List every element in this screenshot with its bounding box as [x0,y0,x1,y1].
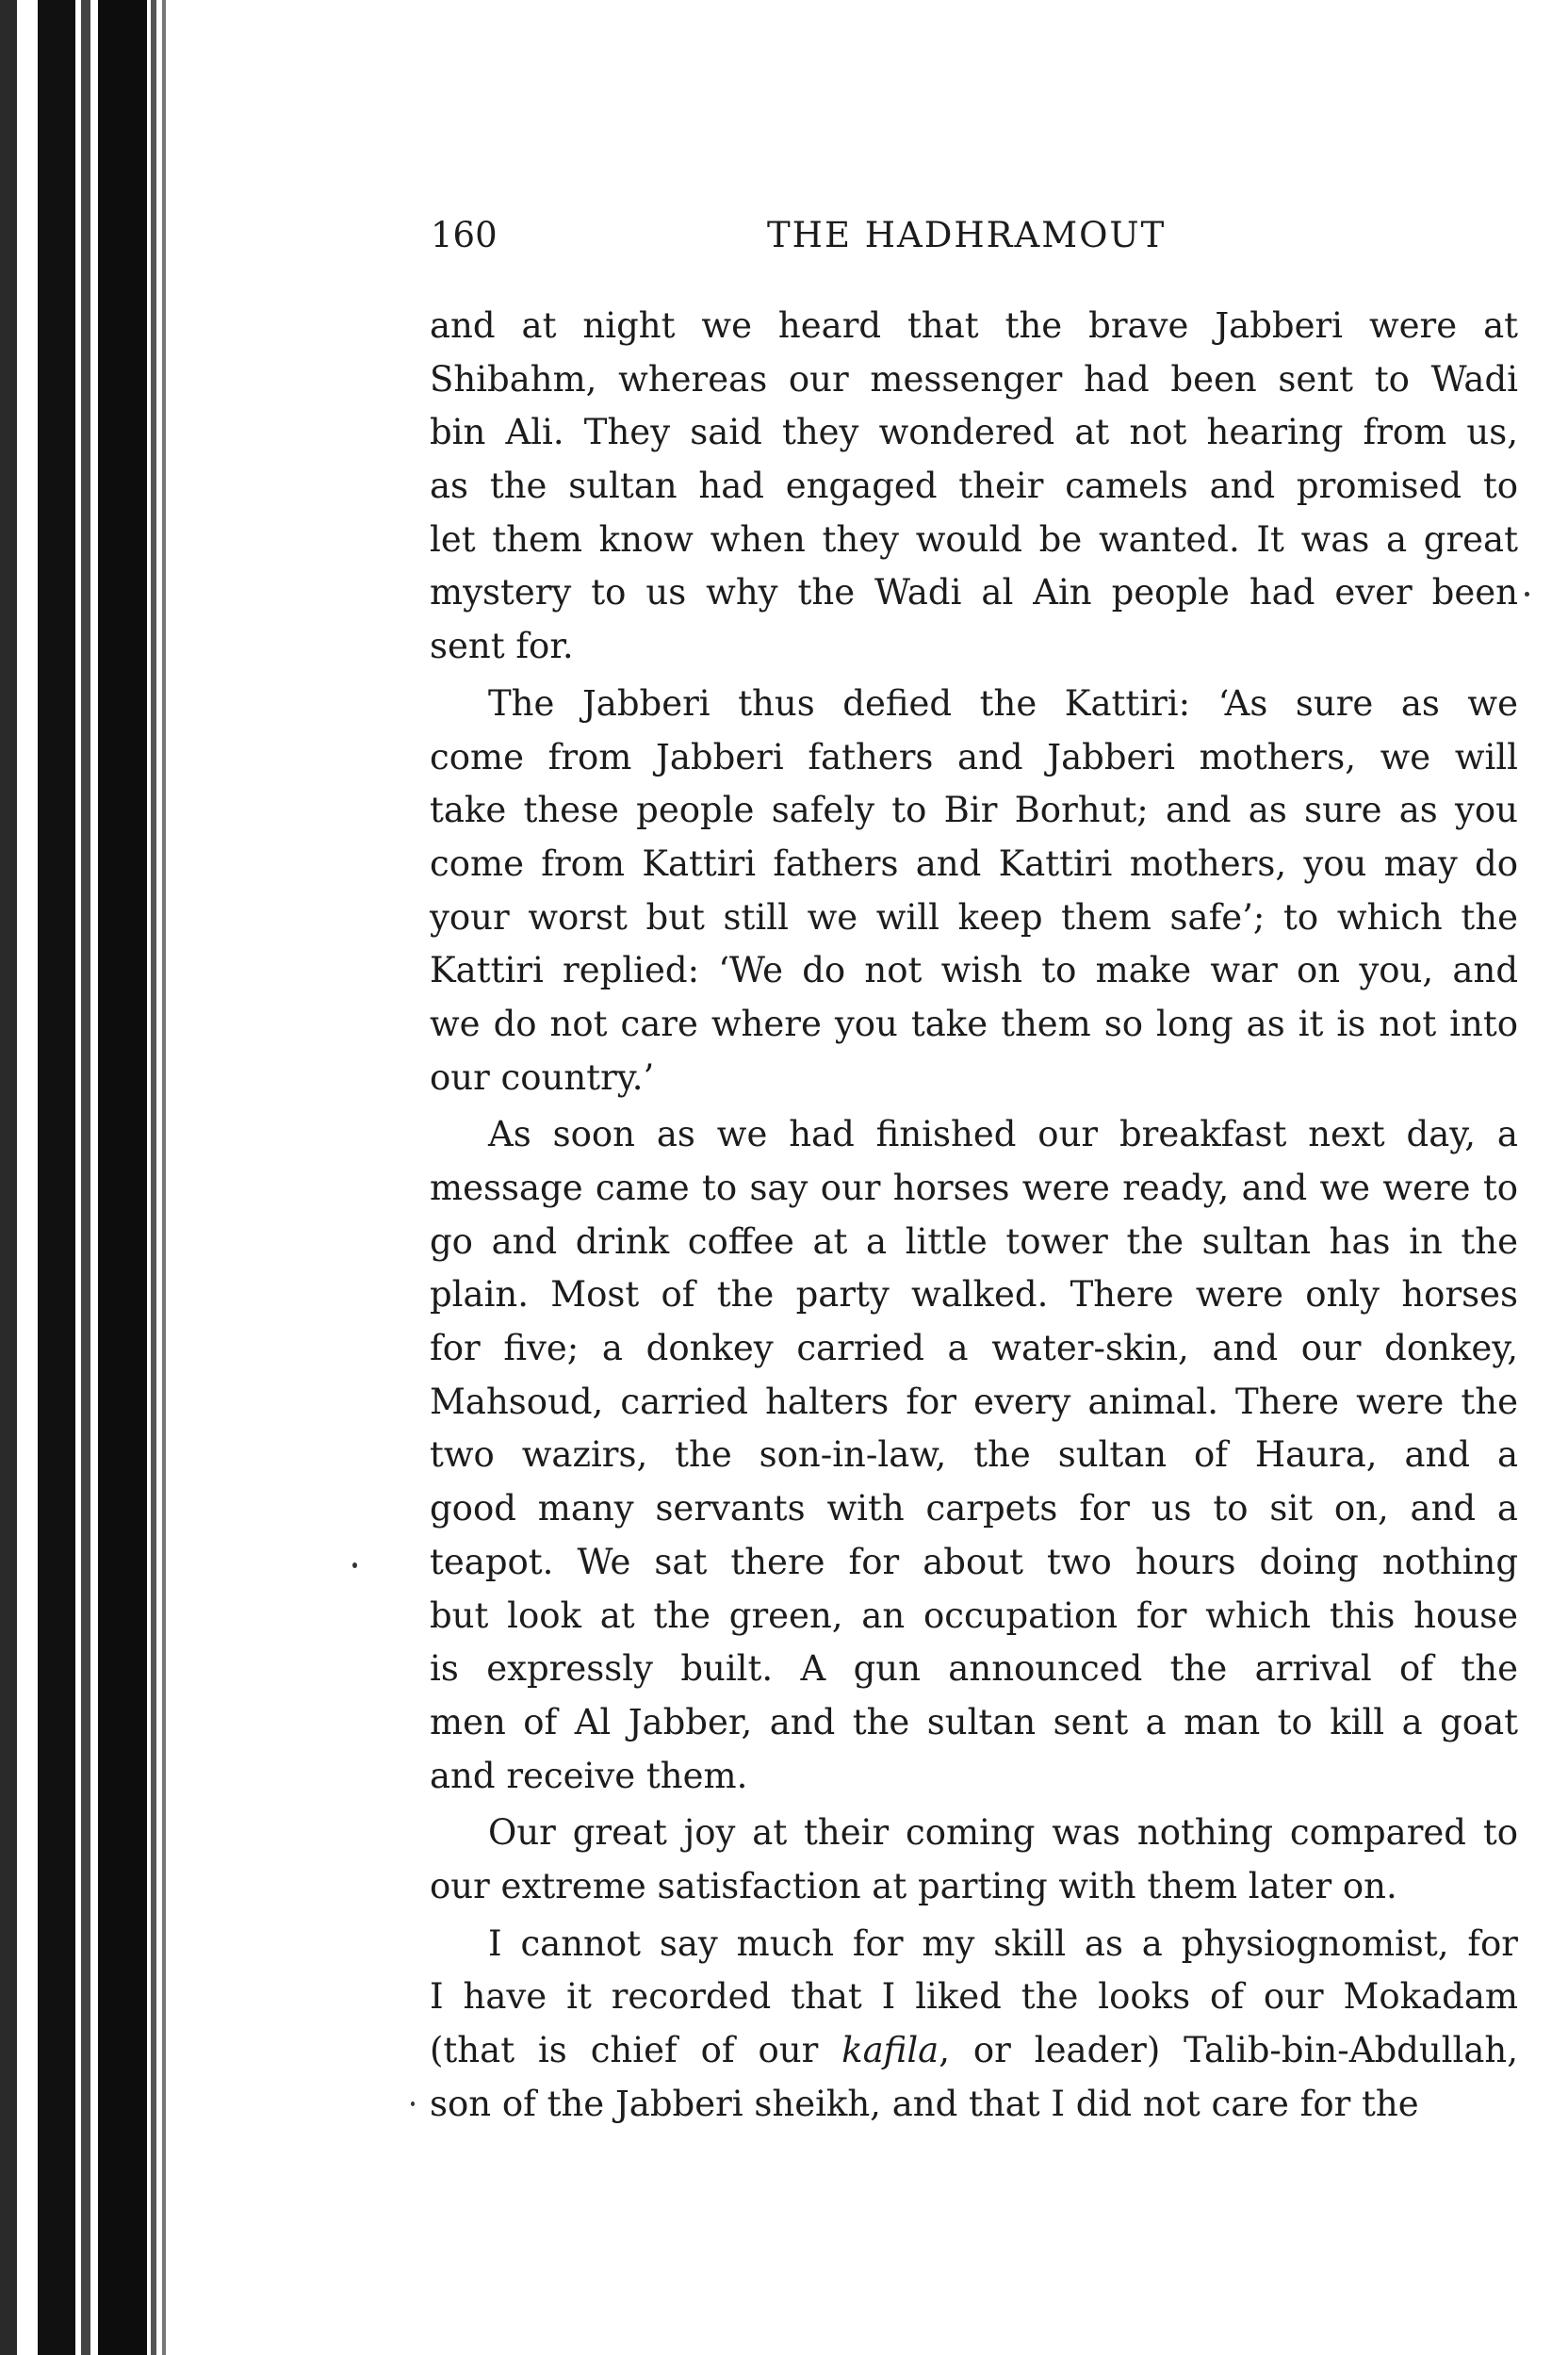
text-line: our country.’ [430,1056,655,1098]
page-number: 160 [431,215,498,255]
body-text [430,300,1518,2131]
text-line: come from Jabberi fathers and Jabberi mothers, we will [430,736,1518,777]
text-line: bin Ali. They said they wondered at not hearing from us, [430,412,1518,453]
paragraph [430,678,1518,1105]
text-line: Kattiri replied: ‘We do not wish to make war on you, and [430,950,1518,991]
text-line: go and drink coffee at a little tower the sultan has in the [430,1220,1518,1262]
running-head [431,215,1514,271]
text-line: mystery to us why the Wadi al Ain people had ever been [430,572,1518,613]
text-line: Our great joy at their coming was nothing compared to [488,1812,1518,1854]
text-line: but look at the green, an occupation for which this house [430,1595,1518,1636]
text-line: your worst but still we will keep them safe’; to which the [430,896,1518,938]
text-line: as the sultan had engaged their camels and promised to [430,466,1518,507]
paragraph [430,1108,1518,1803]
binding-gutter [0,0,188,2355]
text-line: Shibahm, whereas our messenger had been sent to Wadi [430,358,1518,400]
text-line: take these people safely to Bir Borhut; and as sure as you [430,790,1518,831]
running-title: THE HADHRAMOUT [767,215,1167,255]
text-line: and at night we heard that the brave Jabberi were at [430,305,1518,346]
text-line: good many servants with carpets for us to sit on, and a [430,1488,1518,1529]
text-line: (that is chief of our kafila, or leader) Talib-bin-Abdullah, [430,2030,1518,2070]
text-line: As soon as we had finished our breakfast next day, a [488,1114,1518,1155]
text-line: teapot. We sat there for about two hours doing nothing [430,1541,1518,1582]
text-line: come from Kattiri fathers and Kattiri mothers, you may do [430,842,1518,884]
text-line: Mahsoud, carried halters for every animal. There were the [430,1381,1518,1422]
text-line: plain. Most of the party walked. There were only horses [430,1274,1518,1316]
text-line: and receive them. [430,1755,748,1796]
text-line: for five; a donkey carried a water-skin, and our donkey, [430,1328,1518,1369]
paragraph [430,300,1518,674]
text-line: men of Al Jabber, and the sultan sent a man to kill a goat [430,1701,1518,1742]
text-line: I have it recorded that I liked the looks of our Mokadam [430,1976,1518,2018]
text-line: message came to say our horses were ready, and we were to [430,1168,1518,1208]
text-line: let them know when they would be wanted. It was a great [430,518,1518,560]
text-line: sent for. [430,626,574,667]
text-line: I cannot say much for my skill as a physiognomist, for [488,1922,1518,1964]
text-line: our extreme satisfaction at parting with them later on. [430,1865,1397,1906]
text-line: son of the Jabberi sheikh, and that I did not care for the [430,2083,1419,2124]
text-line: is expressly built. A gun announced the arrival of the [430,1648,1518,1690]
paragraph [430,1807,1518,1913]
text-line: we do not care where you take them so long as it is not into [430,1003,1518,1044]
paragraph [430,1918,1518,2132]
text-line: two wazirs, the son-in-law, the sultan of Haura, and a [430,1434,1518,1476]
text-line: The Jabberi thus defied the Kattiri: ‘As sure as we [488,682,1518,724]
